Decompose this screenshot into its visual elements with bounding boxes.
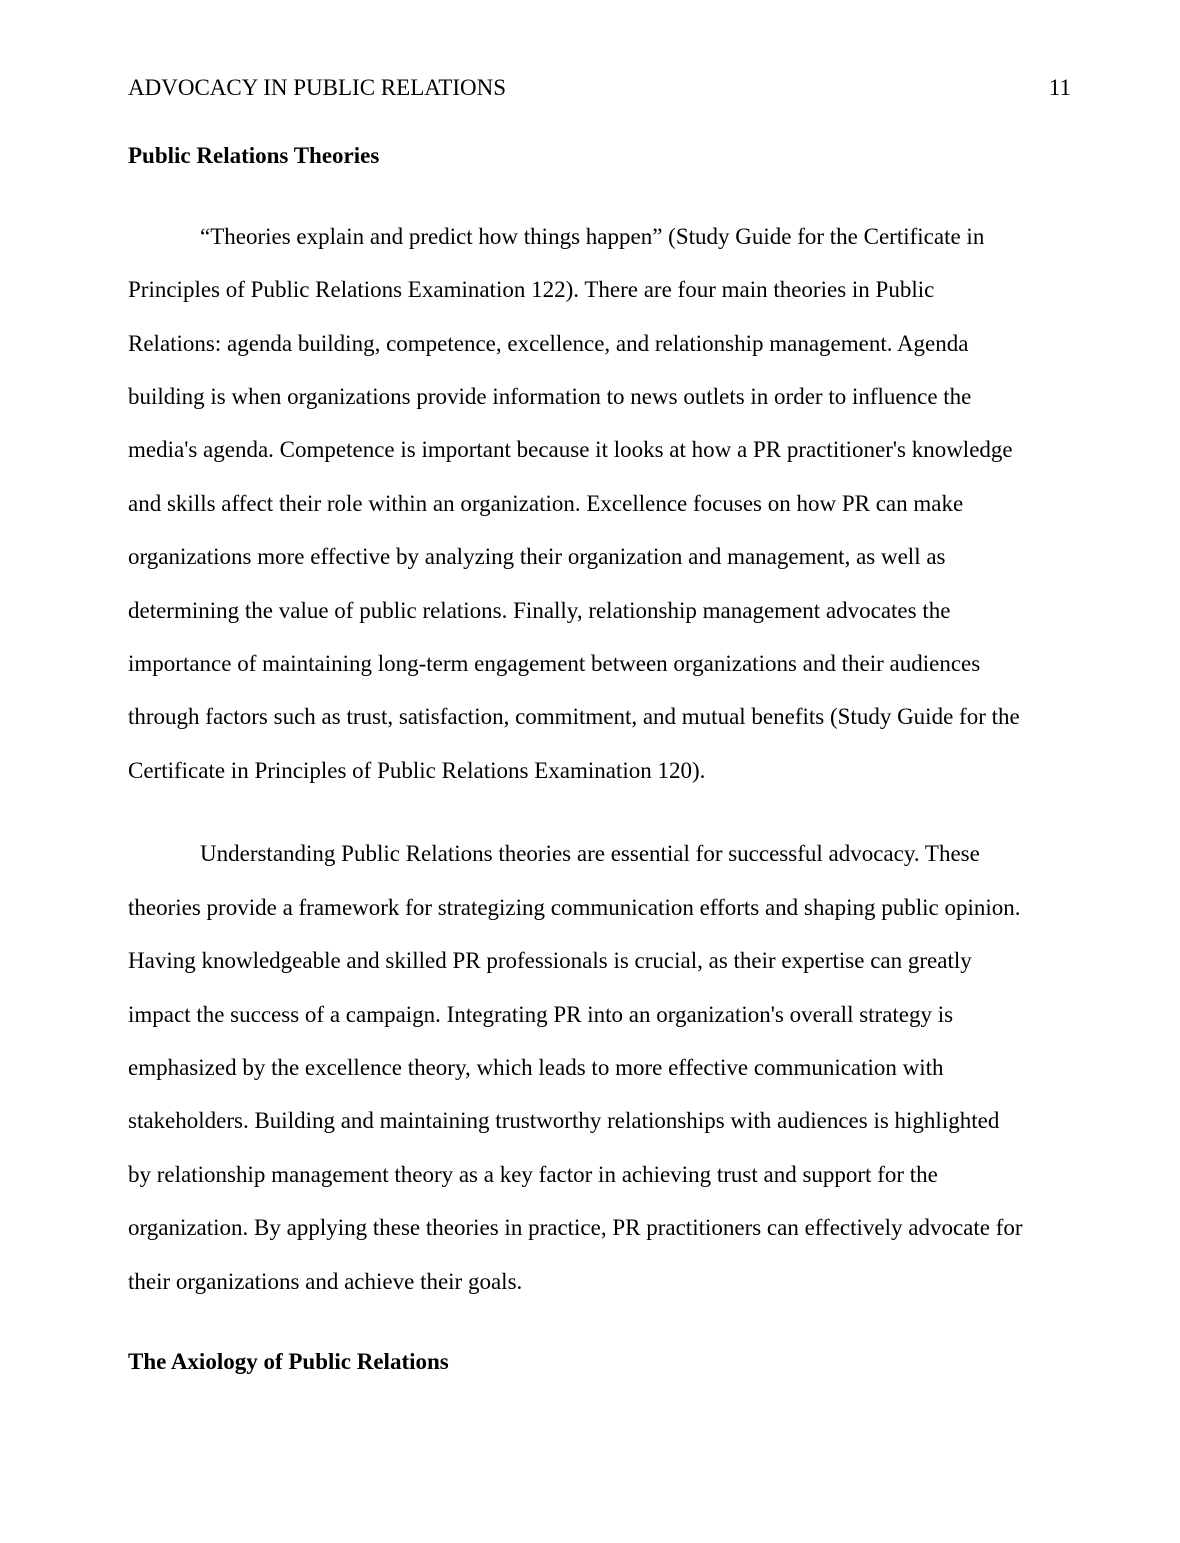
page-number: 11 [1048, 75, 1071, 100]
text-line: importance of maintaining long-term engagement between organizations and their audiences [128, 651, 981, 677]
text-line: Understanding Public Relations theories are essential for successful advocacy. These [200, 841, 980, 867]
section-heading-axiology: The Axiology of Public Relations [128, 1348, 449, 1374]
text-line: Principles of Public Relations Examination 122). There are four main theories in Public [128, 277, 935, 303]
paragraph-theories [128, 210, 1071, 797]
running-head: ADVOCACY IN PUBLIC RELATIONS [128, 75, 507, 100]
text-line: determining the value of public relations. Finally, relationship management advocates the [128, 597, 951, 623]
text-line: stakeholders. Building and maintaining trustworthy relationships with audiences is highlighted [128, 1108, 1000, 1134]
text-line: building is when organizations provide information to news outlets in order to influence the [128, 384, 972, 410]
text-line: media's agenda. Competence is important because it looks at how a PR practitioner's knowledge [128, 437, 1013, 463]
text-line: theories provide a framework for strategizing communication efforts and shaping public opinion. [128, 894, 1021, 920]
text-line: their organizations and achieve their goals. [128, 1268, 523, 1294]
paragraph-understanding-theories [128, 827, 1071, 1308]
text-line: organization. By applying these theories in practice, PR practitioners can effectively advocate for [128, 1215, 1023, 1241]
text-line: Certificate in Principles of Public Relations Examination 120). [128, 757, 706, 783]
page-header [128, 61, 1071, 114]
text-line: and skills affect their role within an organization. Excellence focuses on how PR can make [128, 490, 964, 516]
text-line: by relationship management theory as a key factor in achieving trust and support for the [128, 1161, 938, 1187]
section-heading-public-relations-theories: Public Relations Theories [128, 143, 380, 169]
text-line: Having knowledgeable and skilled PR professionals is crucial, as their expertise can greatly [128, 948, 972, 974]
text-line: “Theories explain and predict how things happen” (Study Guide for the Certificate in [200, 223, 985, 249]
text-line: emphasized by the excellence theory, which leads to more effective communication with [128, 1054, 944, 1080]
text-line: impact the success of a campaign. Integrating PR into an organization's overall strategy is [128, 1001, 954, 1027]
text-line: organizations more effective by analyzing their organization and management, as well as [128, 544, 946, 570]
text-line: through factors such as trust, satisfaction, commitment, and mutual benefits (Study Guide for the [128, 704, 1020, 730]
text-line: Relations: agenda building, competence, excellence, and relationship management. Agenda [128, 330, 969, 356]
